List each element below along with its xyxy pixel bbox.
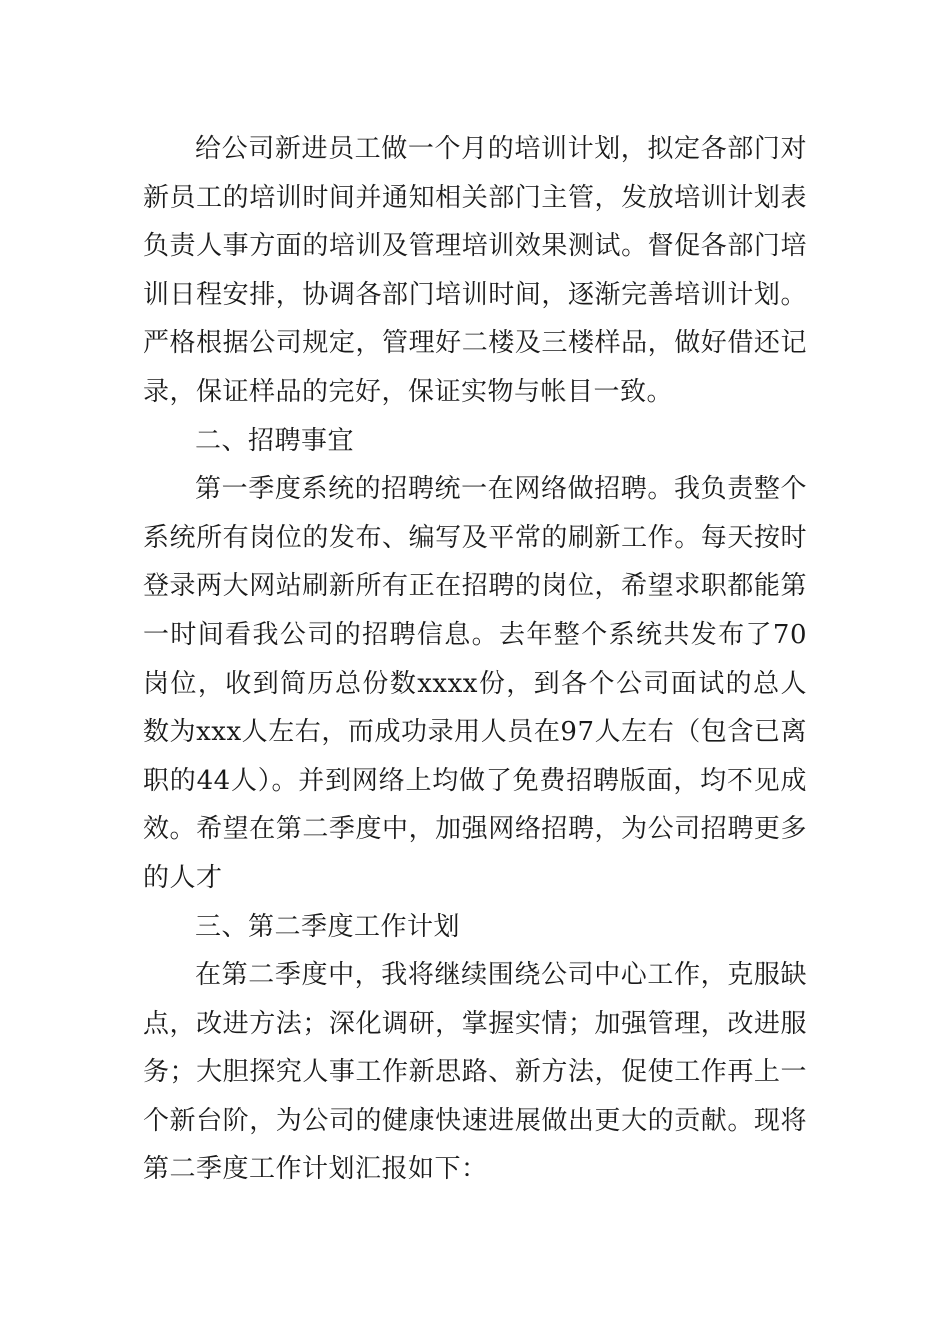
section-heading-q2-plan: 三、第二季度工作计划 (195, 911, 461, 942)
paragraph-q2-plan: 在第二季度中，我将继续围绕公司中心工作，克服缺点，改进方法；深化调研，掌握实情；加强管理，改进服务；大胆探究人事工作新思路、新方法，促使工作再上一个新台阶，为公司的健康快速进展做出更大的贡献。现将第二季度工作计划汇报如下： (143, 960, 807, 1185)
paragraph-training: 给公司新进员工做一个月的培训计划，拟定各部门对新员工的培训时间并通知相关部门主管，发放培训计划表负责人事方面的培训及管理培训效果测试。督促各部门培训日程安排，协调各部门培训时间，逐渐完善培训计划。严格根据公司规定，管理好二楼及三楼样品，做好借还记录，保证样品的完好，保证实物与帐目一致。 (143, 134, 807, 407)
section-heading-recruitment: 二、招聘事宜 (195, 425, 355, 456)
document-body (143, 125, 807, 1194)
paragraph-recruitment: 第一季度系统的招聘统一在网络做招聘。我负责整个系统所有岗位的发布、编写及平常的刷新工作。每天按时登录两大网站刷新所有正在招聘的岗位，希望求职都能第一时间看我公司的招聘信息。去年整个系统共发布了70岗位，收到简历总份数xxxx份，到各个公司面试的总人数为xxx人左右，而成功录用人员在97人左右（包含已离职的44人）。并到网络上均做了免费招聘版面，均不见成效。希望在第二季度中，加强网络招聘，为公司招聘更多的人才 (143, 474, 807, 893)
